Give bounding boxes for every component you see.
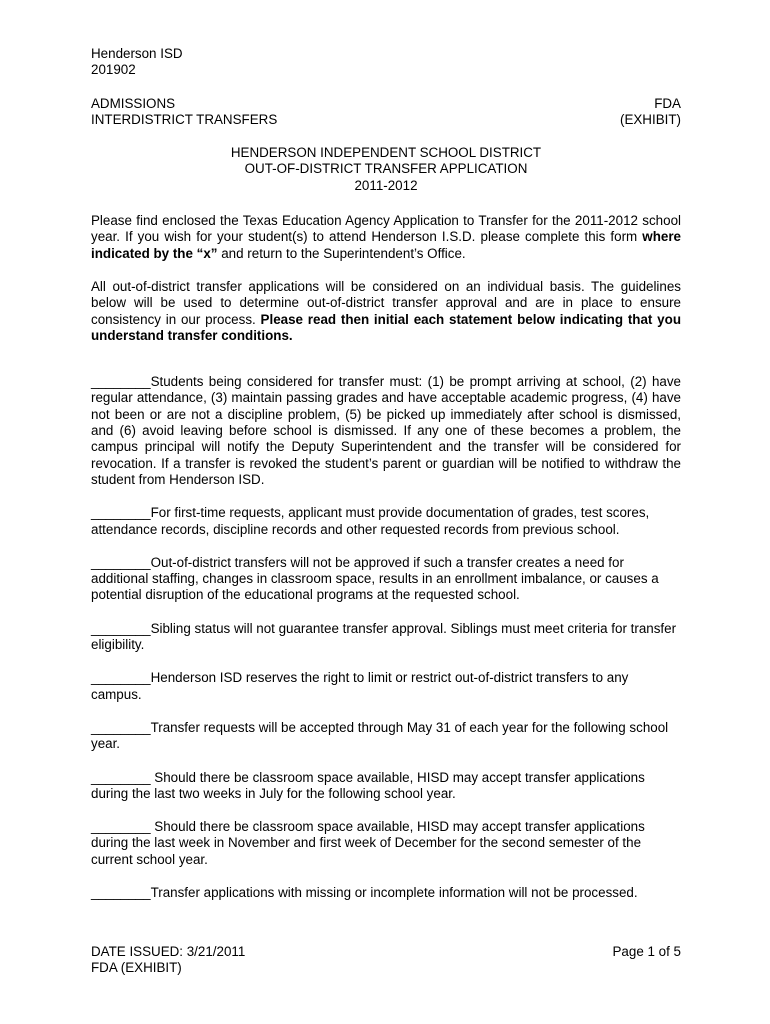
statement-list bbox=[91, 374, 681, 901]
date-issued: DATE ISSUED: 3/21/2011 bbox=[91, 944, 246, 959]
statement-item bbox=[91, 621, 681, 654]
guidelines-text: All out-of-district transfer applications will be considered on an individual basis. The guidelines below will be used to determine out-of-district transfer approval and are in place to ensure consistency in our process. bbox=[91, 278, 681, 327]
statement-item bbox=[91, 720, 681, 753]
statement-text: Transfer requests will be accepted through May 31 of each year for the following school year. bbox=[91, 719, 669, 752]
subsection-label: INTERDISTRICT TRANSFERS bbox=[91, 111, 278, 127]
footer-row-1 bbox=[91, 944, 681, 960]
statement-text: Should there be classroom space available, HISD may accept transfer applications during the last two weeks in July for the following school year. bbox=[91, 769, 645, 801]
intro-paragraph bbox=[91, 213, 681, 262]
header-row-2 bbox=[91, 112, 681, 128]
guidelines-bold: Please read then initial each statement below indicating that you understand transfer conditions. bbox=[91, 311, 681, 343]
statement-text: Transfer applications with missing or incomplete information will not be processed. bbox=[150, 884, 638, 900]
intro-text-2: and return to the Superintendent’s Office. bbox=[217, 245, 466, 261]
statement-item bbox=[91, 819, 681, 868]
initial-blank[interactable]: ________ bbox=[91, 769, 151, 785]
policy-code: FDA bbox=[654, 95, 681, 111]
initial-blank[interactable]: ________ bbox=[91, 819, 151, 835]
page-number: Page 1 of 5 bbox=[612, 944, 681, 959]
section-label: ADMISSIONS bbox=[91, 95, 176, 111]
title-line-1: HENDERSON INDEPENDENT SCHOOL DISTRICT bbox=[230, 145, 542, 161]
statement-text: Students being considered for transfer must: (1) be prompt arriving at school, (2) have regular attendance, (3) maintain passing grades and have acceptable academic progress, (4) have not been or are not a discipline problem, (5) be picked up immediately after school is dismissed, and (6) avoid leaving before school is dismissed. If any one of these becomes a problem, the campus principal will notify the Deputy Superintendent and the transfer will be considered for revocation. If a transfer is revoked the student’s parent or guardian will be notified to withdraw the student from Henderson ISD. bbox=[91, 374, 681, 487]
initial-blank[interactable]: ________ bbox=[91, 884, 151, 900]
statement-text: Sibling status will not guarantee transfer approval. Siblings must meet criteria for transfer eligibility. bbox=[91, 620, 677, 653]
district-code: 201902 bbox=[91, 62, 136, 78]
statement-item bbox=[91, 770, 681, 803]
title-line-3: 2011-2012 bbox=[354, 177, 418, 193]
statement-text: Should there be classroom space available, HISD may accept transfer applications during the last week in November and first week of December for the second semester of the current school year. bbox=[91, 819, 645, 867]
intro-bold: where indicated by the “x” bbox=[91, 229, 681, 261]
document-title bbox=[91, 145, 681, 194]
statement-item bbox=[91, 505, 681, 538]
statement-item bbox=[91, 885, 681, 901]
header-spacer bbox=[91, 79, 681, 96]
document-page bbox=[91, 46, 681, 918]
statement-text: Out-of-district transfers will not be approved if such a transfer creates a need for additional staffing, changes in classroom space, results in an enrollment imbalance, or causes a potential disruption of the educational programs at the requested school. bbox=[91, 554, 659, 603]
initial-blank[interactable]: ________ bbox=[91, 374, 151, 390]
initial-blank[interactable]: ________ bbox=[91, 505, 151, 521]
initial-blank[interactable]: ________ bbox=[91, 719, 151, 735]
guidelines-paragraph bbox=[91, 279, 681, 344]
statement-text: Henderson ISD reserves the right to limit or restrict out-of-district transfers to any campus. bbox=[91, 670, 629, 702]
header-row-1 bbox=[91, 96, 681, 112]
initial-blank[interactable]: ________ bbox=[91, 620, 151, 636]
intro-text-1: Please find enclosed the Texas Education Agency Application to Transfer for the 2011-2012 school year. If you wish for your student(s) to attend Henderson I.S.D. please complete this form bbox=[91, 213, 681, 245]
footer-policy: FDA (EXHIBIT) bbox=[91, 960, 182, 976]
statement-text: For first-time requests, applicant must provide documentation of grades, test scores, attendance records, discipline records and other requested records from previous school. bbox=[91, 505, 650, 537]
statement-item bbox=[91, 555, 681, 604]
statement-item bbox=[91, 374, 681, 488]
document-header bbox=[91, 46, 681, 128]
statement-item bbox=[91, 670, 681, 703]
initial-blank[interactable]: ________ bbox=[91, 670, 151, 686]
title-line-2: OUT-OF-DISTRICT TRANSFER APPLICATION bbox=[244, 161, 528, 177]
document-footer bbox=[91, 944, 681, 977]
initial-blank[interactable]: ________ bbox=[91, 554, 151, 570]
district-name: Henderson ISD bbox=[91, 46, 183, 61]
policy-type: (EXHIBIT) bbox=[619, 111, 681, 127]
